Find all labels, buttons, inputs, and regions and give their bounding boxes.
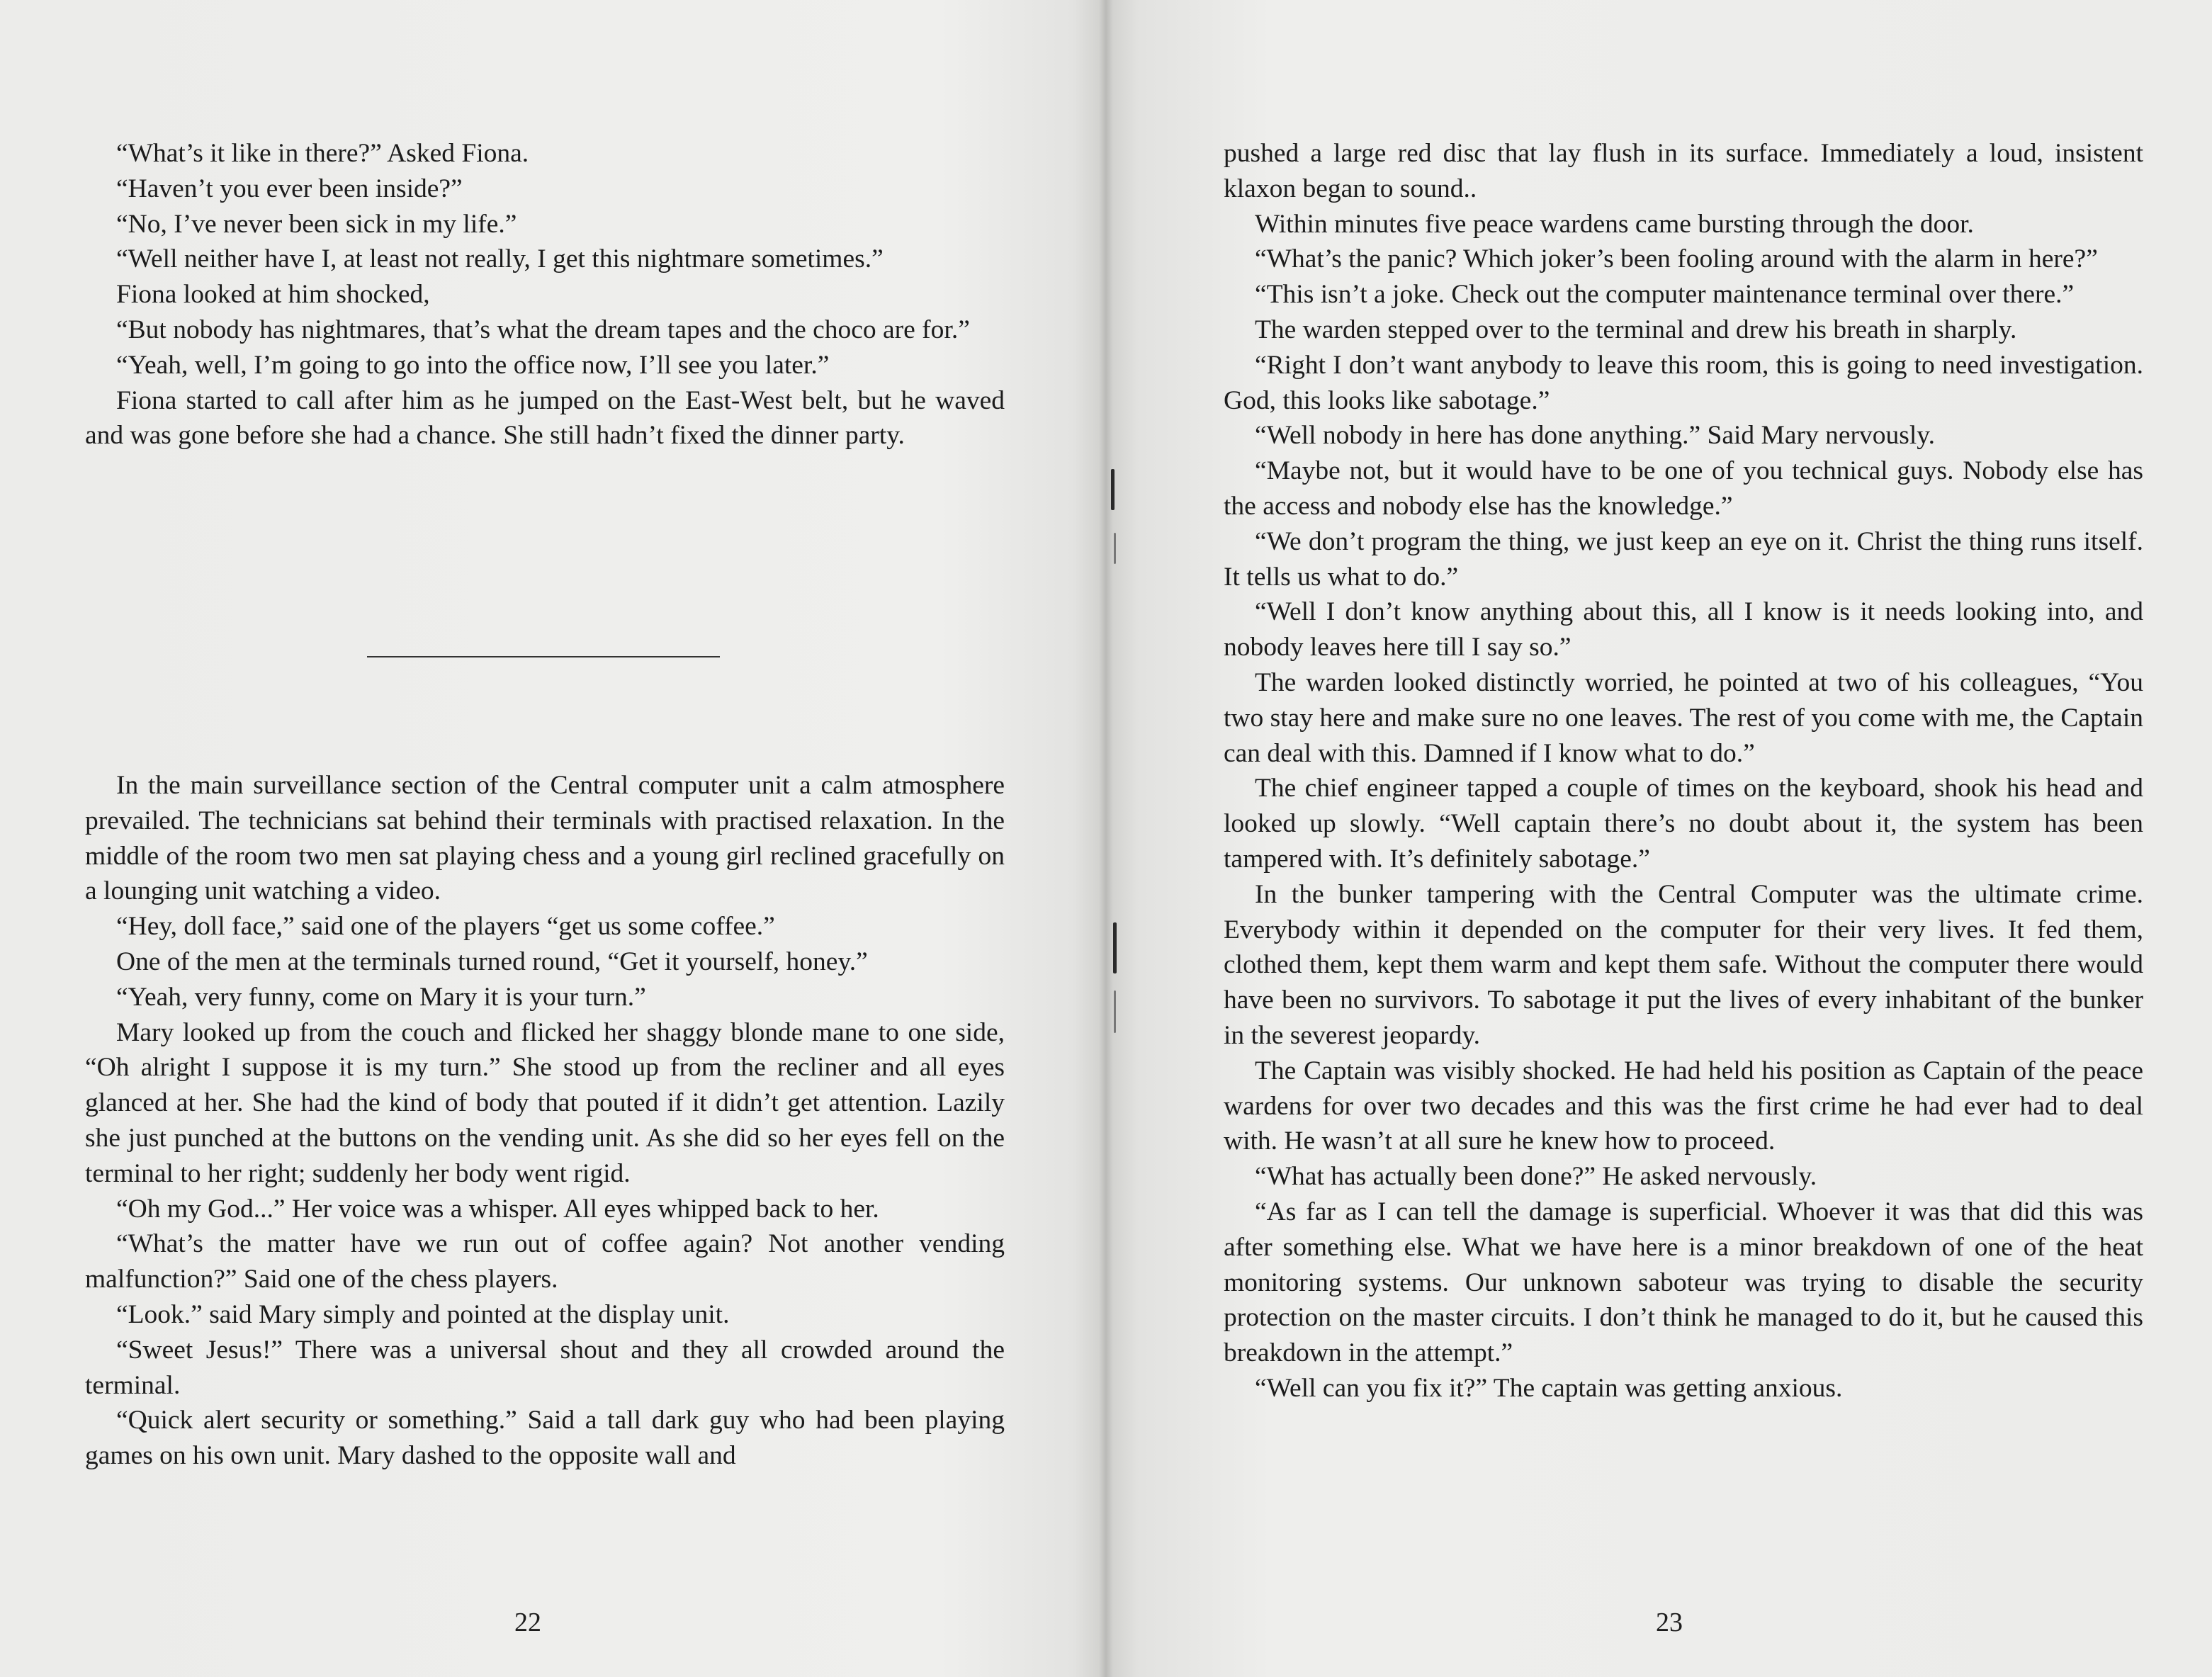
section-divider [367, 656, 720, 657]
paragraph: Within minutes five peace wardens came bursting through the door. [1255, 209, 1974, 239]
paragraph: “Yeah, well, I’m going to go into the office now, I’ll see you later.” [116, 350, 830, 380]
staple-top-a [1111, 469, 1115, 510]
paragraph: In the main surveillance section of the Central computer unit a calm atmosphere prevailed. The technicians sat behind their terminals with practised relaxation. In the middle of the room two men sat playing chess and a young girl reclined gracefully on a lounging unit watching a video. [85, 771, 1005, 906]
paragraph: “Quick alert security or something.” Said a tall dark guy who had been playing games on his own unit. Mary dashed to the opposite wall and [85, 1406, 1005, 1471]
right-text-block [1224, 136, 2143, 1406]
paragraph: Fiona started to call after him as he jumped on the East-West belt, but he waved and was gone before she had a chance. She still hadn’t fixed the dinner party. [85, 385, 1005, 451]
paragraph: Fiona looked at him shocked, [116, 280, 430, 310]
paragraph: The warden stepped over to the terminal and drew his breath in sharply. [1255, 315, 2017, 344]
paragraph: The chief engineer tapped a couple of times on the keyboard, shook his head and looked up slowly. “Well captain there’s no doubt about it, the system has been tampered with. It’s definitely sabotage.” [1224, 774, 2143, 874]
staple-bottom-a [1113, 922, 1117, 973]
paragraph: “Right I don’t want anybody to leave this room, this is going to need investigation. God, this looks like sabotage.” [1224, 350, 2143, 415]
right-page [1106, 0, 2212, 1677]
paragraph: “Maybe not, but it would have to be one of you technical guys. Nobody else has the access and nobody else has the knowledge.” [1224, 456, 2143, 521]
paragraph: “We don’t program the thing, we just keep an eye on it. Christ the thing runs itself. It tells us what to do.” [1224, 526, 2143, 592]
left-text-block-bottom [85, 768, 1005, 1474]
paragraph: One of the men at the terminals turned round, “Get it yourself, honey.” [116, 947, 868, 976]
paragraph: “What’s the matter have we run out of coffee again? Not another vending malfunction?” Said one of the chess players. [85, 1229, 1005, 1294]
paragraph: “Well nobody in here has done anything.” Said Mary nervously. [1255, 421, 1935, 451]
paragraph: Mary looked up from the couch and flicked her shaggy blonde mane to one side, “Oh alright I suppose it is my turn.” She stood up from the recliner and all eyes glanced at her. She had the kind of body that pouted if it didn’t get attention. Lazily she just punched at the buttons on the vending unit. As she did so her eyes fell on the terminal to her right; suddenly her body went rigid. [85, 1017, 1005, 1188]
paragraph: “This isn’t a joke. Check out the computer maintenance terminal over there.” [1255, 280, 2075, 310]
paragraph: “Sweet Jesus!” There was a universal shout and they all crowded around the terminal. [85, 1335, 1005, 1400]
paragraph: “Well can you fix it?” The captain was getting anxious. [1255, 1373, 1843, 1403]
paragraph: “Yeah, very funny, come on Mary it is your turn.” [116, 982, 646, 1012]
paragraph: “What’s the panic? Which joker’s been fooling around with the alarm in here?” [1255, 244, 2098, 274]
paragraph: “No, I’ve never been sick in my life.” [116, 209, 517, 239]
paragraph: “Hey, doll face,” said one of the players “get us some coffee.” [116, 912, 775, 942]
paragraph: “But nobody has nightmares, that’s what the dream tapes and the choco are for.” [116, 315, 970, 344]
staple-bottom-b [1114, 990, 1116, 1033]
paragraph: “What’s it like in there?” Asked Fiona. [116, 139, 529, 168]
paragraph: “What has actually been done?” He asked nervously. [1255, 1162, 1817, 1192]
paragraph: “Haven’t you ever been inside?” [116, 174, 463, 203]
paragraph: “Oh my God...” Her voice was a whisper. All eyes whipped back to her. [116, 1194, 879, 1224]
paragraph: The warden looked distinctly worried, he pointed at two of his colleagues, “You two stay here and make sure no one leaves. The rest of you come with me, the Captain can deal with this. Damned if I know what to do.” [1224, 667, 2143, 768]
book-gutter [1099, 0, 1113, 1677]
page-number: 23 [1656, 1608, 1683, 1637]
paragraph-continuation: pushed a large red disc that lay flush in its surface. Immediately a loud, insistent klaxon began to sound.. [1224, 139, 2143, 203]
paragraph: In the bunker tampering with the Central Computer was the ultimate crime. Everybody within it depended on the computer for their very lives. It fed them, clothed them, kept them warm and kept them safe. Without the computer there would have been no survivors. To sabotage it put the lives of every inhabitant of the bunker in the severest jeopardy. [1224, 879, 2143, 1050]
paragraph: “Well neither have I, at least not really, I get this nightmare sometimes.” [116, 244, 884, 274]
paragraph: “Look.” said Mary simply and pointed at the display unit. [116, 1299, 730, 1329]
paragraph: “As far as I can tell the damage is superficial. Whoever it was that did this was after something else. What we have here is a minor breakdown of one of the heat monitoring systems. Our unknown saboteur was trying to disable the security protection on the master circuits. I don’t think he managed to do it, but he caused this breakdown in the attempt.” [1224, 1197, 2143, 1368]
staple-top-b [1114, 533, 1116, 564]
paragraph: “Well I don’t know anything about this, all I know is it needs looking into, and nobody leaves here till I say so.” [1224, 597, 2143, 662]
left-text-block-top [85, 136, 1005, 453]
paragraph: The Captain was visibly shocked. He had held his position as Captain of the peace wardens for over two decades and this was the first crime he had ever had to deal with. He wasn’t at all sure he knew how to proceed. [1224, 1056, 2143, 1156]
page-number: 22 [514, 1608, 541, 1637]
